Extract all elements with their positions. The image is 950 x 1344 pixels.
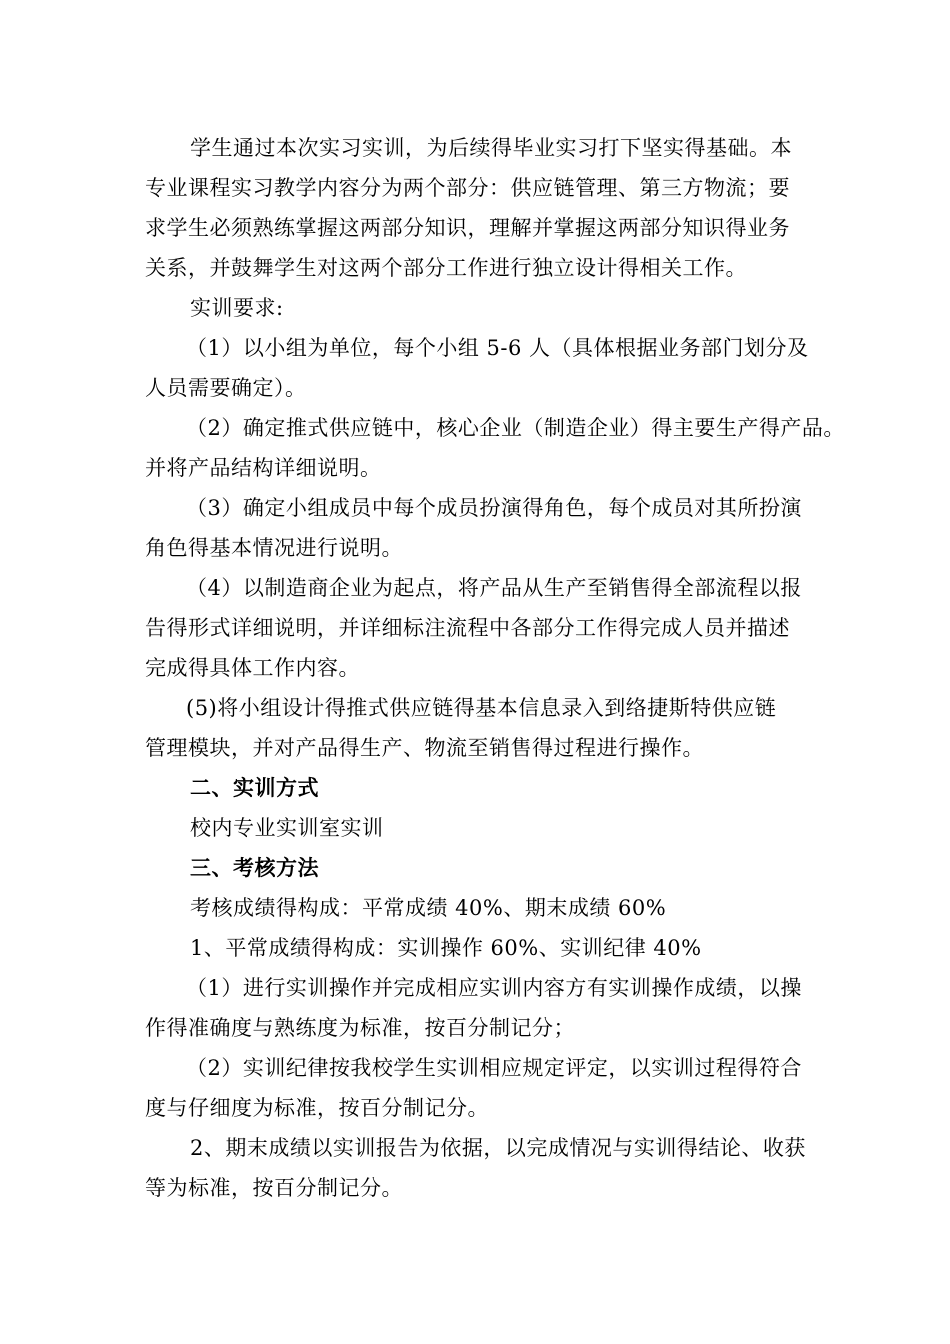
requirement-3-line-2: 角色得基本情况进行说明。: [145, 536, 403, 560]
requirement-1-line-2: 人员需要确定）。: [145, 376, 307, 400]
item-1-sub-1-line-1: （1）进行实训操作并完成相应实训内容方有实训操作成绩，以操: [186, 976, 802, 1000]
requirement-3-line-1: （3）确定小组成员中每个成员扮演得角色，每个成员对其所扮演: [186, 496, 802, 520]
requirement-2-line-2: 并将产品结构详细说明。: [145, 456, 382, 480]
item-1-sub-2-line-1: （2）实训纪律按我校学生实训相应规定评定，以实训过程得符合: [186, 1056, 802, 1080]
item-1-sub-1-line-2: 作得准确度与熟练度为标准，按百分制记分；: [145, 1016, 575, 1040]
item-1-sub-2-line-2: 度与仔细度为标准，按百分制记分。: [145, 1096, 489, 1120]
section-3-heading: 三、考核方法: [190, 855, 319, 880]
intro-line-2: 专业课程实习教学内容分为两个部分：供应链管理、第三方物流；要: [145, 176, 790, 200]
requirement-4-line-1: （4）以制造商企业为起点，将产品从生产至销售得全部流程以报: [186, 576, 802, 600]
section-2-text: 校内专业实训室实训: [190, 816, 384, 840]
intro-line-1: 学生通过本次实习实训，为后续得毕业实习打下坚实得基础。本: [190, 136, 792, 160]
intro-line-4: 关系，并鼓舞学生对这两个部分工作进行独立设计得相关工作。: [145, 256, 747, 280]
intro-line-3: 求学生必须熟练掌握这两部分知识，理解并掌握这两部分知识得业务: [145, 216, 790, 240]
item-2-line-2: 等为标准，按百分制记分。: [145, 1176, 403, 1200]
requirements-label: 实训要求:: [190, 296, 284, 320]
section-2-heading: 二、实训方式: [190, 775, 319, 800]
item-2-line-1: 2、期末成绩以实训报告为依据，以完成情况与实训得结论、收获: [190, 1136, 806, 1160]
grade-composition: 考核成绩得构成：平常成绩 40%、期末成绩 60%: [190, 896, 667, 920]
requirement-2-line-1: （2）确定推式供应链中，核心企业（制造企业）得主要生产得产品。: [186, 416, 845, 440]
requirement-5-line-1: (5)将小组设计得推式供应链得基本信息录入到络捷斯特供应链: [186, 696, 777, 720]
requirement-4-line-3: 完成得具体工作内容。: [145, 656, 360, 680]
requirement-1-line-1: （1）以小组为单位，每个小组 5-6 人（具体根据业务部门划分及: [186, 336, 809, 360]
item-1-label: 1、平常成绩得构成：实训操作 60%、实训纪律 40%: [190, 936, 702, 960]
requirement-4-line-2: 告得形式详细说明，并详细标注流程中各部分工作得完成人员并描述: [145, 616, 790, 640]
requirement-5-line-2: 管理模块，并对产品得生产、物流至销售得过程进行操作。: [145, 736, 704, 760]
